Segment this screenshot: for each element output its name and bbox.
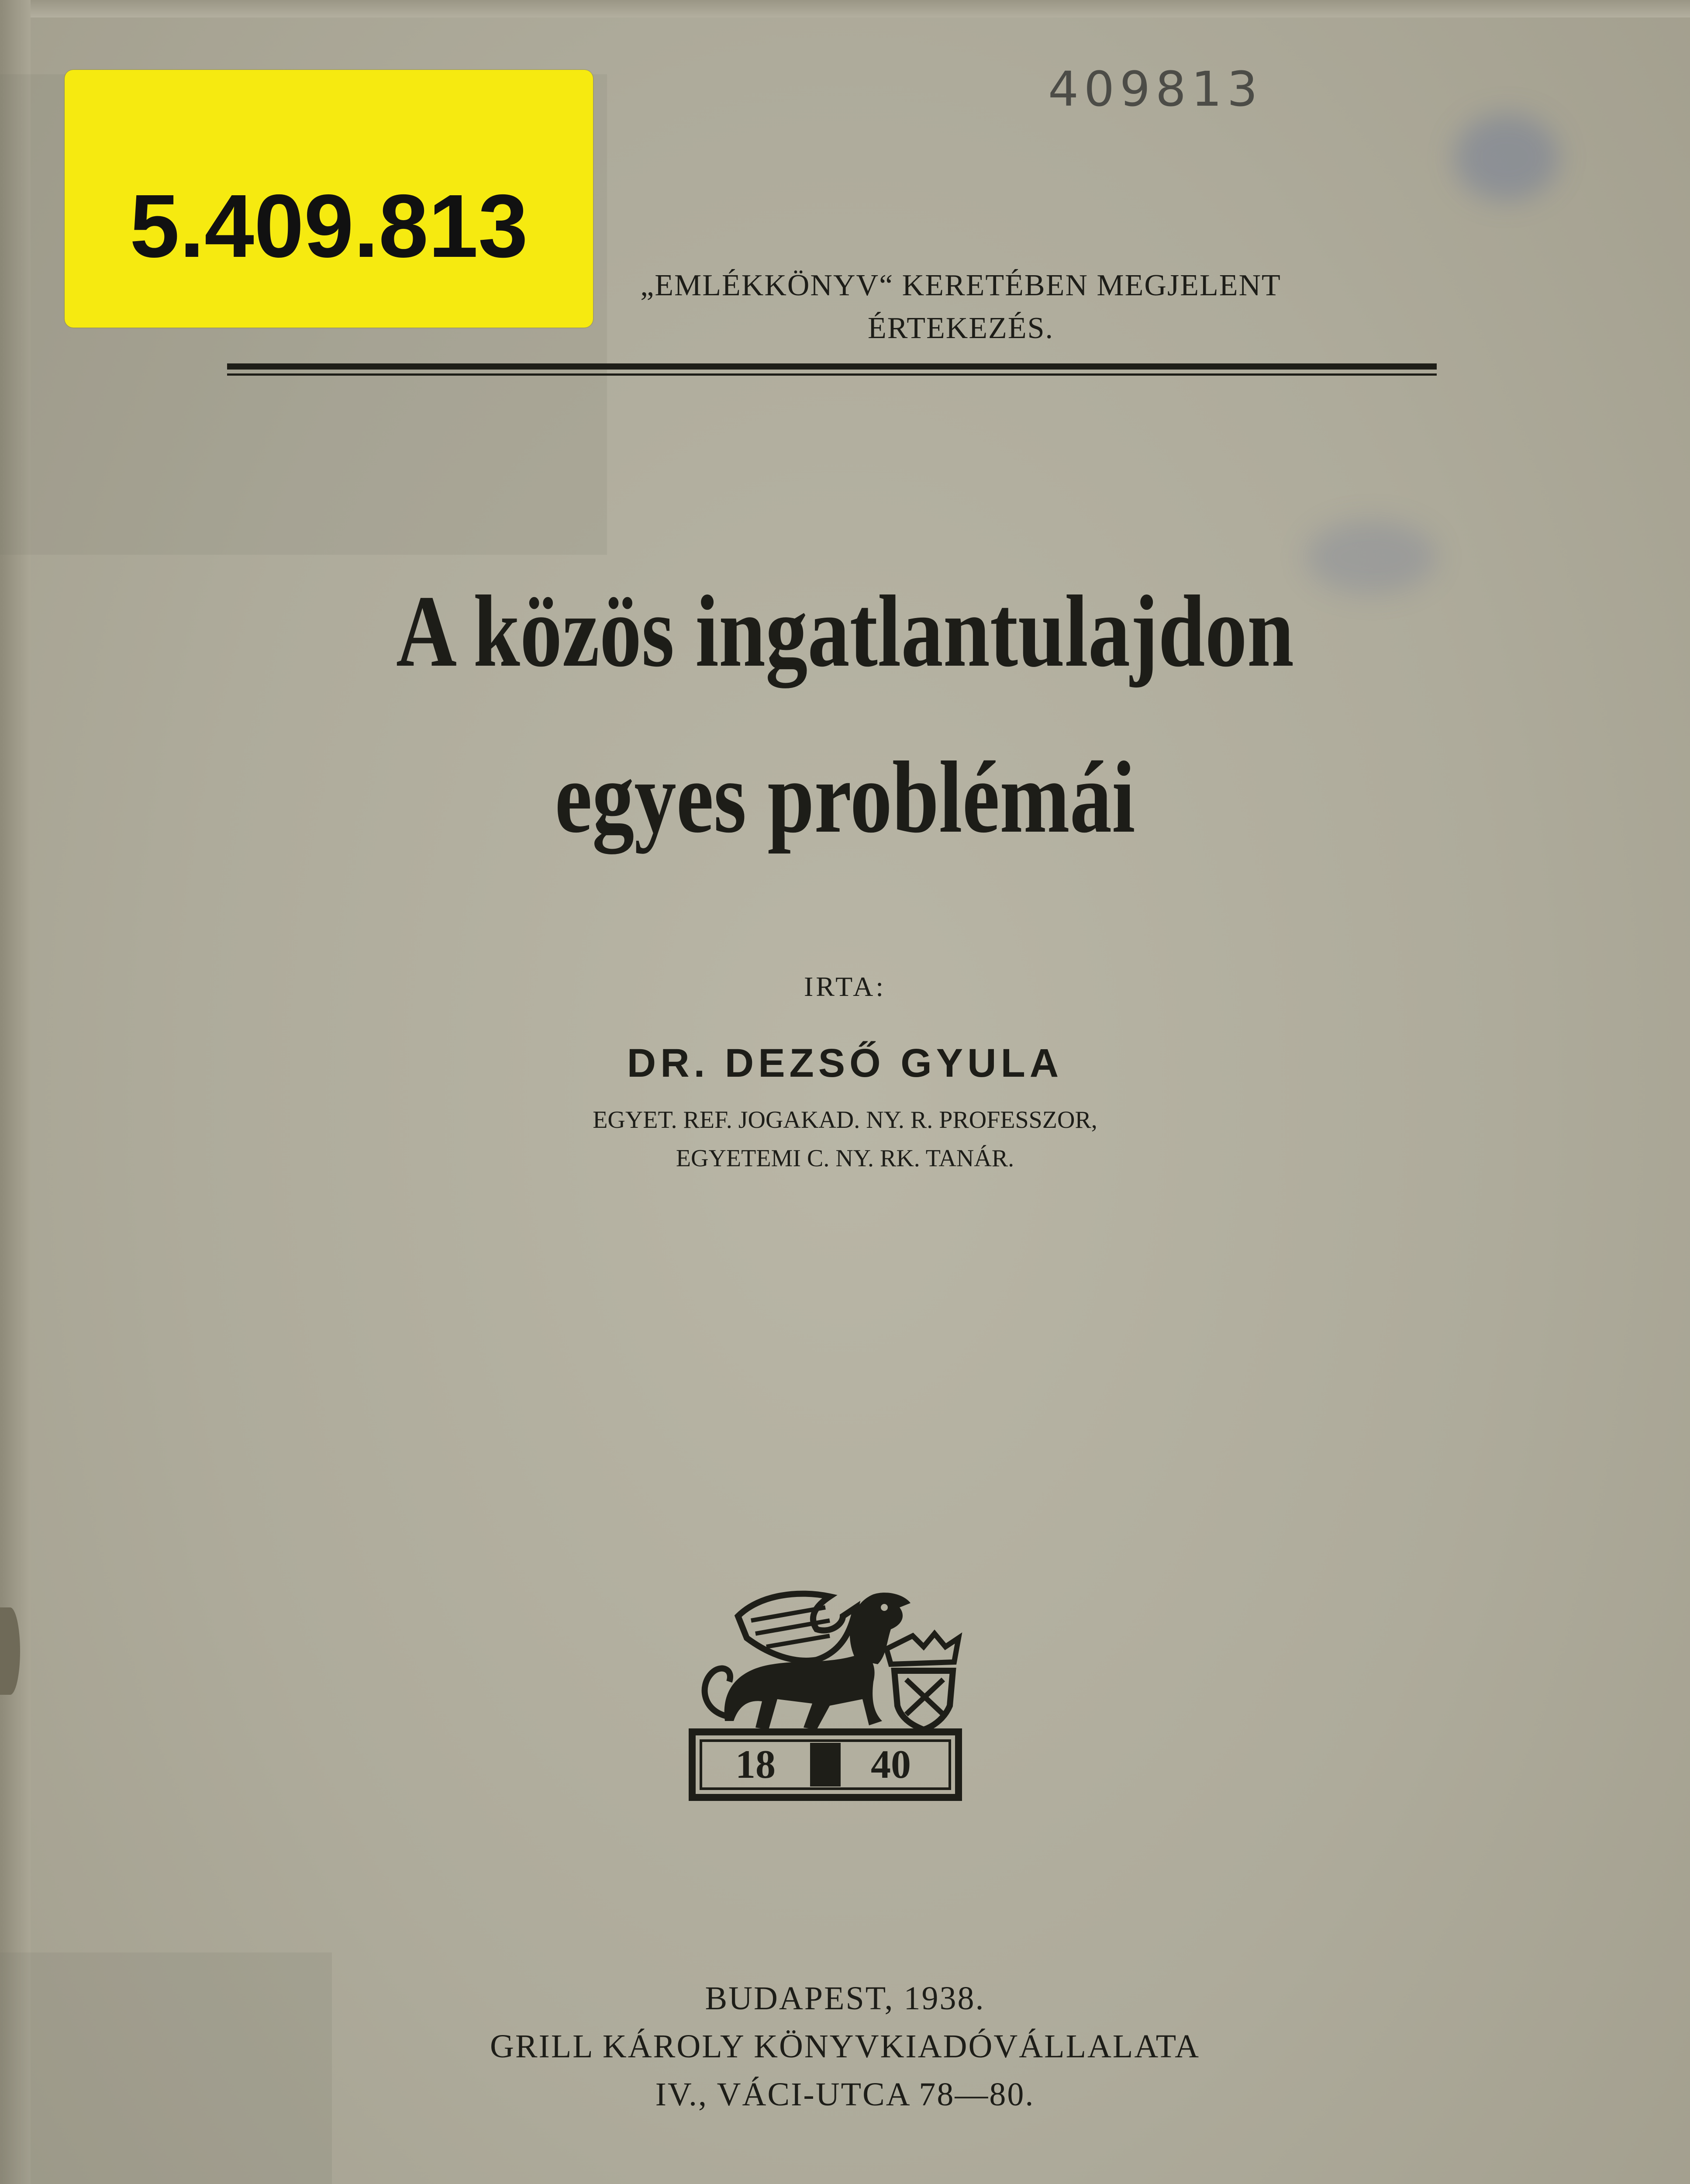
imprint-address: IV., VÁCI-UTCA 78—80. <box>655 2076 1035 2113</box>
title-line: A közös ingatlantulajdon <box>396 574 1294 688</box>
mark-year-right: 40 <box>871 1742 911 1787</box>
divider-rule <box>227 373 1437 376</box>
divider-rule <box>227 363 1437 370</box>
series-notice-line: ÉRTEKEZÉS. <box>867 311 1054 345</box>
paper-tear <box>0 1607 20 1695</box>
imprint-publisher: GRILL KÁROLY KÖNYVKIADÓVÁLLALATA <box>490 2028 1200 2065</box>
call-number: 5.409.813 <box>130 176 528 276</box>
griffin-publisher-mark-icon <box>686 1555 965 1806</box>
book-title <box>152 548 1538 880</box>
library-call-number-sticker <box>65 70 593 328</box>
paper-edge-top <box>0 0 1690 17</box>
imprint-place-year: BUDAPEST, 1938. <box>705 1980 985 2017</box>
ink-stain <box>1454 114 1559 201</box>
mark-year-left: 18 <box>735 1742 776 1787</box>
affiliation-line: EGYET. REF. JOGAKAD. NY. R. PROFESSZOR, <box>593 1106 1097 1133</box>
byline-label: IRTA: <box>804 971 886 1002</box>
affiliation-line: EGYETEMI C. NY. RK. TANÁR. <box>676 1145 1014 1172</box>
author-affiliation <box>0 1101 1690 1178</box>
author-name: DR. DEZSŐ GYULA <box>627 1041 1063 1085</box>
title-line: egyes problémái <box>555 740 1135 854</box>
handwritten-note: 409813 <box>1048 61 1263 117</box>
imprint <box>0 1974 1690 2118</box>
series-notice-line: „EMLÉKKÖNYV“ KERETÉBEN MEGJELENT <box>640 269 1281 302</box>
